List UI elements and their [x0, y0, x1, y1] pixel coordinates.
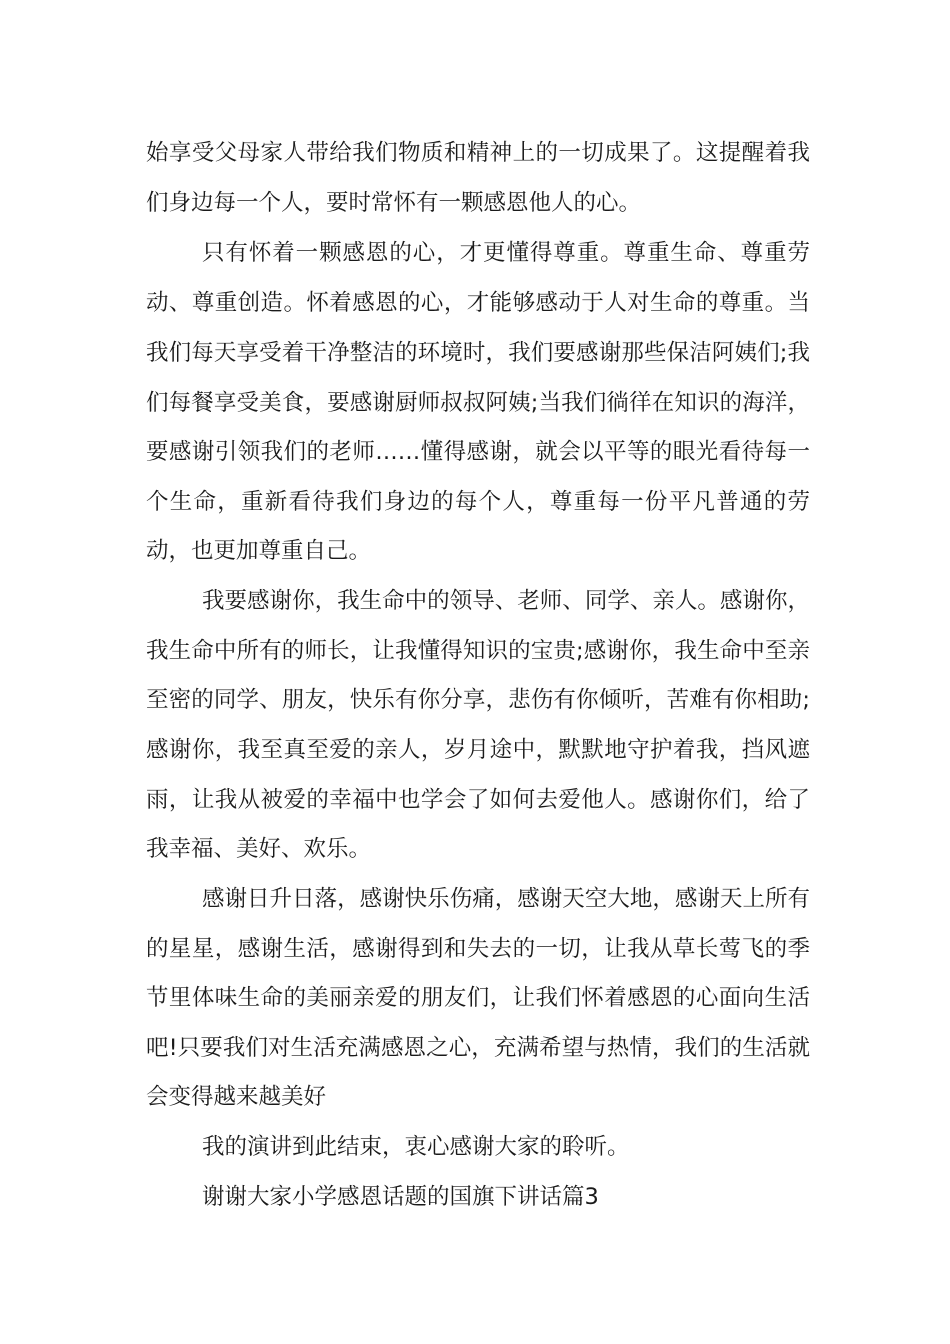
- text-line: 会变得越来越美好: [146, 1084, 327, 1110]
- text-line: 我生命中所有的师长，让我懂得知识的宝贵;感谢你，我生命中至亲: [146, 638, 810, 664]
- text-line: 吧!只要我们对生活充满感恩之心，充满希望与热情，我们的生活就: [146, 1035, 810, 1061]
- section-heading: 谢谢大家小学感恩话题的国旗下讲话篇3: [202, 1184, 599, 1210]
- text-line: 我们每天享受着干净整洁的环境时，我们要感谢那些保洁阿姨们;我: [146, 340, 810, 366]
- closing-line: 我的演讲到此结束，衷心感谢大家的聆听。: [202, 1134, 630, 1160]
- text-line: 们每餐享受美食，要感谢厨师叔叔阿姨;当我们徜徉在知识的海洋，: [146, 390, 810, 416]
- text-line: 动，也更加尊重自己。: [146, 538, 372, 564]
- text-line: 感谢你，我至真至爱的亲人，岁月途中，默默地守护着我，挡风遮: [146, 737, 810, 763]
- paragraph-first-line: 只有怀着一颗感恩的心，才更懂得尊重。尊重生命、尊重劳: [202, 240, 810, 266]
- text-line: 要感谢引领我们的老师……懂得感谢，就会以平等的眼光看待每一: [146, 439, 810, 465]
- text-line: 雨，让我从被爱的幸福中也学会了如何去爱他人。感谢你们，给了: [146, 787, 810, 813]
- paragraph-first-line: 感谢日升日落，感谢快乐伤痛，感谢天空大地，感谢天上所有: [202, 886, 810, 912]
- text-line: 节里体味生命的美丽亲爱的朋友们，让我们怀着感恩的心面向生活: [146, 985, 810, 1011]
- text-line: 个生命，重新看待我们身边的每个人，尊重每一份平凡普通的劳: [146, 489, 810, 515]
- text-line: 至密的同学、朋友，快乐有你分享，悲伤有你倾听，苦难有你相助;: [146, 687, 810, 713]
- paragraph-first-line: 我要感谢你，我生命中的领导、老师、同学、亲人。感谢你，: [202, 588, 810, 614]
- text-line: 我幸福、美好、欢乐。: [146, 836, 372, 862]
- text-line: 们身边每一个人，要时常怀有一颗感恩他人的心。: [146, 190, 642, 216]
- text-line: 动、尊重创造。怀着感恩的心，才能够感动于人对生命的尊重。当: [146, 290, 810, 316]
- text-line: 的星星，感谢生活，感谢得到和失去的一切，让我从草长莺飞的季: [146, 936, 810, 962]
- text-line: 始享受父母家人带给我们物质和精神上的一切成果了。这提醒着我: [146, 140, 810, 166]
